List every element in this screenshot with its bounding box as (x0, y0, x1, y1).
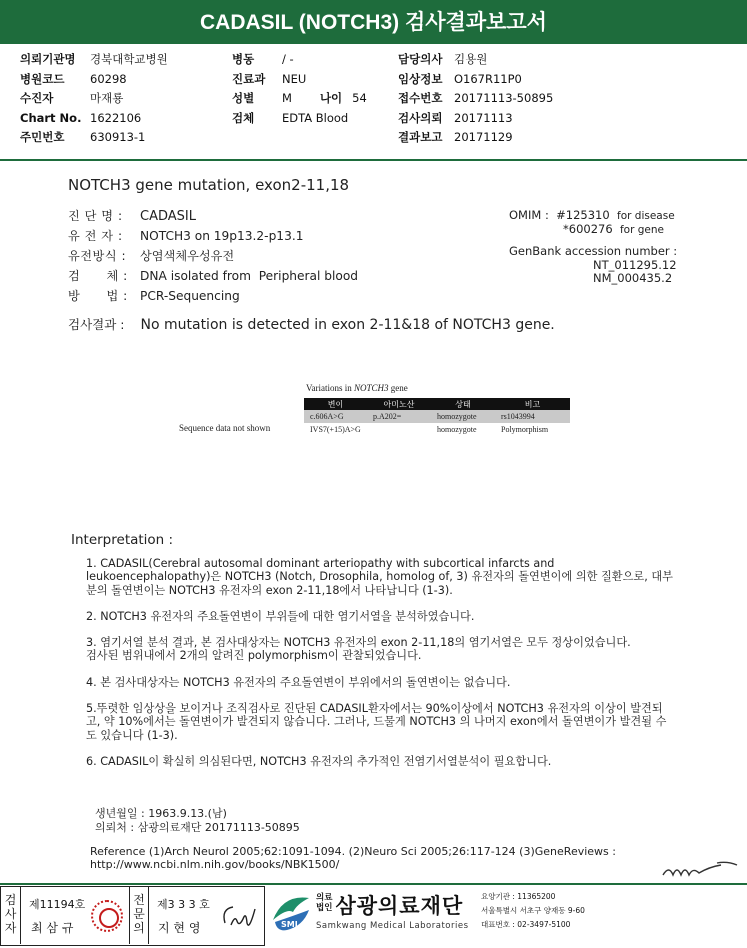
variations-table (304, 398, 570, 436)
info-value: M (282, 91, 292, 105)
info-value: 1622106 (90, 110, 142, 125)
omim-gene-id: *600276 (563, 222, 613, 236)
patient-origin-note (95, 807, 300, 835)
interpretation-paragraph: 1. CADASIL(Cerebral autosomal dominant arteriopathy with subcortical infarcts and leukoencephalopathy)은 NOTCH3 (Notch, Drosophila, homolog of, 3) 유전자의 돌연변이에 의한 질환으로, 대부분의 돌연변이는 NOTCH3 유전자의 exon 2-11,18에서 나타납니다 (1-3). (86, 557, 673, 597)
interpretation-paragraph: 5.뚜렷한 임상상을 보이거나 조직검사로 진단된 CADASIL환자에서는 90%이상에서 NOTCH3 유전자의 이상이 발견되고, 약 10%에서는 돌연변이가 발견되지 않습니다. 그러나, 드물게 NOTCH3 의 나머지 exon에서 돌연변이가 발견될 수도 있습니다 (1-3). (86, 702, 667, 742)
info-value: O167R11P0 (454, 71, 522, 86)
field-label: 진 단 명 : (68, 209, 123, 223)
field-label: 유전방식 : (68, 249, 127, 263)
specialist-name: 지 현 영 (158, 921, 201, 935)
specialist-label: 전문의 (129, 887, 149, 944)
red-seal-stamp (91, 900, 123, 932)
handwritten-mark (661, 859, 741, 881)
genbank-accession: NM_000435.2 (593, 271, 673, 285)
field-label: 방 법 : (68, 289, 128, 303)
info-value: NEU (282, 71, 307, 86)
interpretation-paragraph: 2. NOTCH3 유전자의 주요돌연변이 부위들에 대한 염기서열을 분석하였습니다. (86, 609, 475, 623)
info-value: 20171113-50895 (454, 91, 554, 105)
info-label: 접수번호 (398, 91, 443, 105)
table-cell: IVS7(+15)A>G (310, 425, 361, 434)
signature-box (0, 886, 265, 946)
interpretation-paragraph: 6. CADASIL이 확실히 의심된다면, NOTCH3 유전자의 추가적인 전염기서열분석이 필요합니다. (86, 754, 552, 768)
table-header-row (304, 398, 570, 410)
table-row (304, 410, 570, 423)
table-cell (367, 423, 431, 436)
field-value: 상염색체우성유전 (140, 249, 235, 263)
info-row (20, 70, 168, 90)
info-row (232, 50, 367, 70)
reference-line: Reference (1)Arch Neurol 2005;62:1091-1094. (2)Neuro Sci 2005;26:117-124 (3)GeneReviews : (90, 845, 616, 858)
org-phone: 대표번호 : 02-3497-5100 (481, 920, 571, 929)
table-cell: Polymorphism (501, 425, 549, 434)
result-label: 검사결과 : (68, 317, 125, 332)
info-column-3 (398, 50, 553, 148)
table-cell: rs1043994 (495, 410, 570, 423)
age-label: 나이 (319, 91, 343, 105)
table-cell: p.A202= (367, 410, 431, 423)
table-header: 상태 (431, 398, 495, 410)
technician-name: 최 삼 규 (31, 921, 74, 935)
info-label: 결과보고 (398, 130, 443, 144)
table-header: 아미노산 (367, 398, 431, 410)
test-result (68, 315, 555, 333)
info-label: Chart No. (20, 110, 82, 125)
info-row (398, 128, 553, 148)
divider-bottom (0, 883, 747, 885)
info-label: 의뢰기관명 (20, 52, 76, 66)
interpretation-body (86, 557, 676, 781)
info-value: 경북대학교병원 (90, 52, 168, 66)
omim-block (509, 209, 675, 237)
signature-mark (219, 899, 261, 933)
info-label: 주민번호 (20, 130, 65, 144)
referral-source: 의뢰처 : 삼광의료재단 20171113-50895 (95, 821, 300, 834)
info-column-2 (232, 50, 367, 128)
info-label: 진료과 (232, 71, 266, 86)
info-row (232, 109, 367, 129)
sequence-note: Sequence data not shown (179, 423, 271, 433)
table-cell: homozygote (431, 410, 495, 423)
technician-license: 제11194호 (29, 898, 86, 911)
svg-text:SML: SML (281, 920, 300, 929)
info-label: 성별 (232, 91, 255, 105)
org-code: 요양기관 : 11365200 (481, 892, 556, 901)
info-label: 수진자 (20, 91, 54, 105)
sml-logo-icon (269, 894, 313, 934)
info-value: 60298 (90, 71, 127, 86)
field-row (68, 266, 358, 286)
signature-footer (0, 886, 747, 948)
field-row (68, 246, 358, 266)
org-korean-name: 삼광의료재단 (335, 894, 464, 918)
field-value: CADASIL (140, 209, 196, 224)
info-value: 김용원 (454, 52, 488, 66)
genbank-accession: NT_011295.12 (593, 257, 677, 272)
org-tag: 의료 법인 (316, 893, 333, 913)
org-english-name: Samkwang Medical Laboratories (316, 921, 469, 931)
reference-url: http://www.ncbi.nlm.nih.gov/books/NBK1500/ (90, 858, 340, 871)
info-value: 630913-1 (90, 130, 146, 144)
info-row (20, 89, 168, 109)
info-row (398, 70, 553, 90)
specialist-license: 제3 3 3 호 (157, 898, 210, 911)
field-row (68, 226, 358, 246)
info-value: 마재룡 (90, 91, 124, 105)
field-value: DNA isolated from Peripheral blood (140, 269, 359, 283)
info-label: 검체 (232, 110, 255, 125)
info-row (398, 50, 553, 70)
table-header: 비고 (495, 398, 570, 410)
omim-disease-id: #125310 (556, 208, 610, 222)
field-row (68, 286, 358, 306)
info-value: 20171129 (454, 130, 513, 144)
table-row (304, 423, 570, 436)
organization-name (316, 890, 469, 931)
info-row (232, 89, 367, 109)
field-label: 검 체 : (68, 269, 128, 283)
info-label: 담당의사 (398, 52, 443, 66)
genbank-block (509, 245, 677, 286)
info-row (232, 70, 367, 90)
info-value: EDTA Blood (282, 110, 349, 125)
technician-label: 검사자 (1, 887, 21, 944)
info-row (20, 128, 168, 148)
info-row (20, 50, 168, 70)
birth-date: 생년월일 : 1963.9.13.(남) (95, 807, 227, 820)
omim-gene-note: for gene (619, 224, 664, 236)
divider-top (0, 159, 747, 161)
interpretation-paragraph: 3. 염기서열 분석 결과, 본 검사대상자는 NOTCH3 유전자의 exon 2-11,18의 염기서열은 모두 정상이었습니다. 검사된 범위내에서 2개의 알려진 polymorphism이 관찰되었습니다. (86, 636, 631, 663)
info-column-1 (20, 50, 168, 148)
patient-info-block (0, 50, 747, 160)
test-fields (68, 206, 358, 306)
interpretation-paragraph: 4. 본 검사대상자는 NOTCH3 유전자의 주요돌연변이 부위에서의 돌연변이는 없습니다. (86, 675, 511, 689)
interpretation-heading: Interpretation : (71, 532, 174, 548)
info-label: 병원코드 (20, 71, 65, 86)
genbank-label: GenBank accession number : (509, 244, 678, 258)
result-value: No mutation is detected in exon 2-11&18 of NOTCH3 gene. (140, 317, 555, 333)
references (90, 845, 616, 871)
field-value: NOTCH3 on 19p13.2-p13.1 (140, 229, 304, 243)
variations-caption: Variations in NOTCH3 gene (306, 383, 408, 393)
info-label: 검사의뢰 (398, 110, 443, 125)
omim-disease-note: for disease (617, 210, 675, 222)
info-row (20, 109, 168, 129)
org-address: 서울특별시 서초구 양재동 9-60 (481, 906, 585, 915)
field-label: 유 전 자 : (68, 229, 123, 243)
info-label: 병동 (232, 52, 255, 66)
table-header: 변이 (304, 398, 367, 410)
org-contact (481, 890, 585, 932)
scanned-result-sheet (0, 166, 747, 884)
info-value: / - (282, 52, 294, 66)
info-value: 20171113 (454, 110, 513, 125)
info-row (398, 109, 553, 129)
test-heading: NOTCH3 gene mutation, exon2-11,18 (68, 176, 350, 194)
table-cell: homozygote (437, 425, 477, 434)
age-value: 54 (352, 91, 367, 105)
field-value: PCR-Sequencing (140, 289, 240, 303)
report-title: CADASIL (NOTCH3) 검사결과보고서 (0, 0, 747, 44)
info-row (398, 89, 553, 109)
table-cell: c.606A>G (304, 410, 367, 423)
info-label: 임상정보 (398, 71, 443, 86)
omim-label: OMIM : (509, 208, 549, 222)
field-row (68, 206, 358, 226)
